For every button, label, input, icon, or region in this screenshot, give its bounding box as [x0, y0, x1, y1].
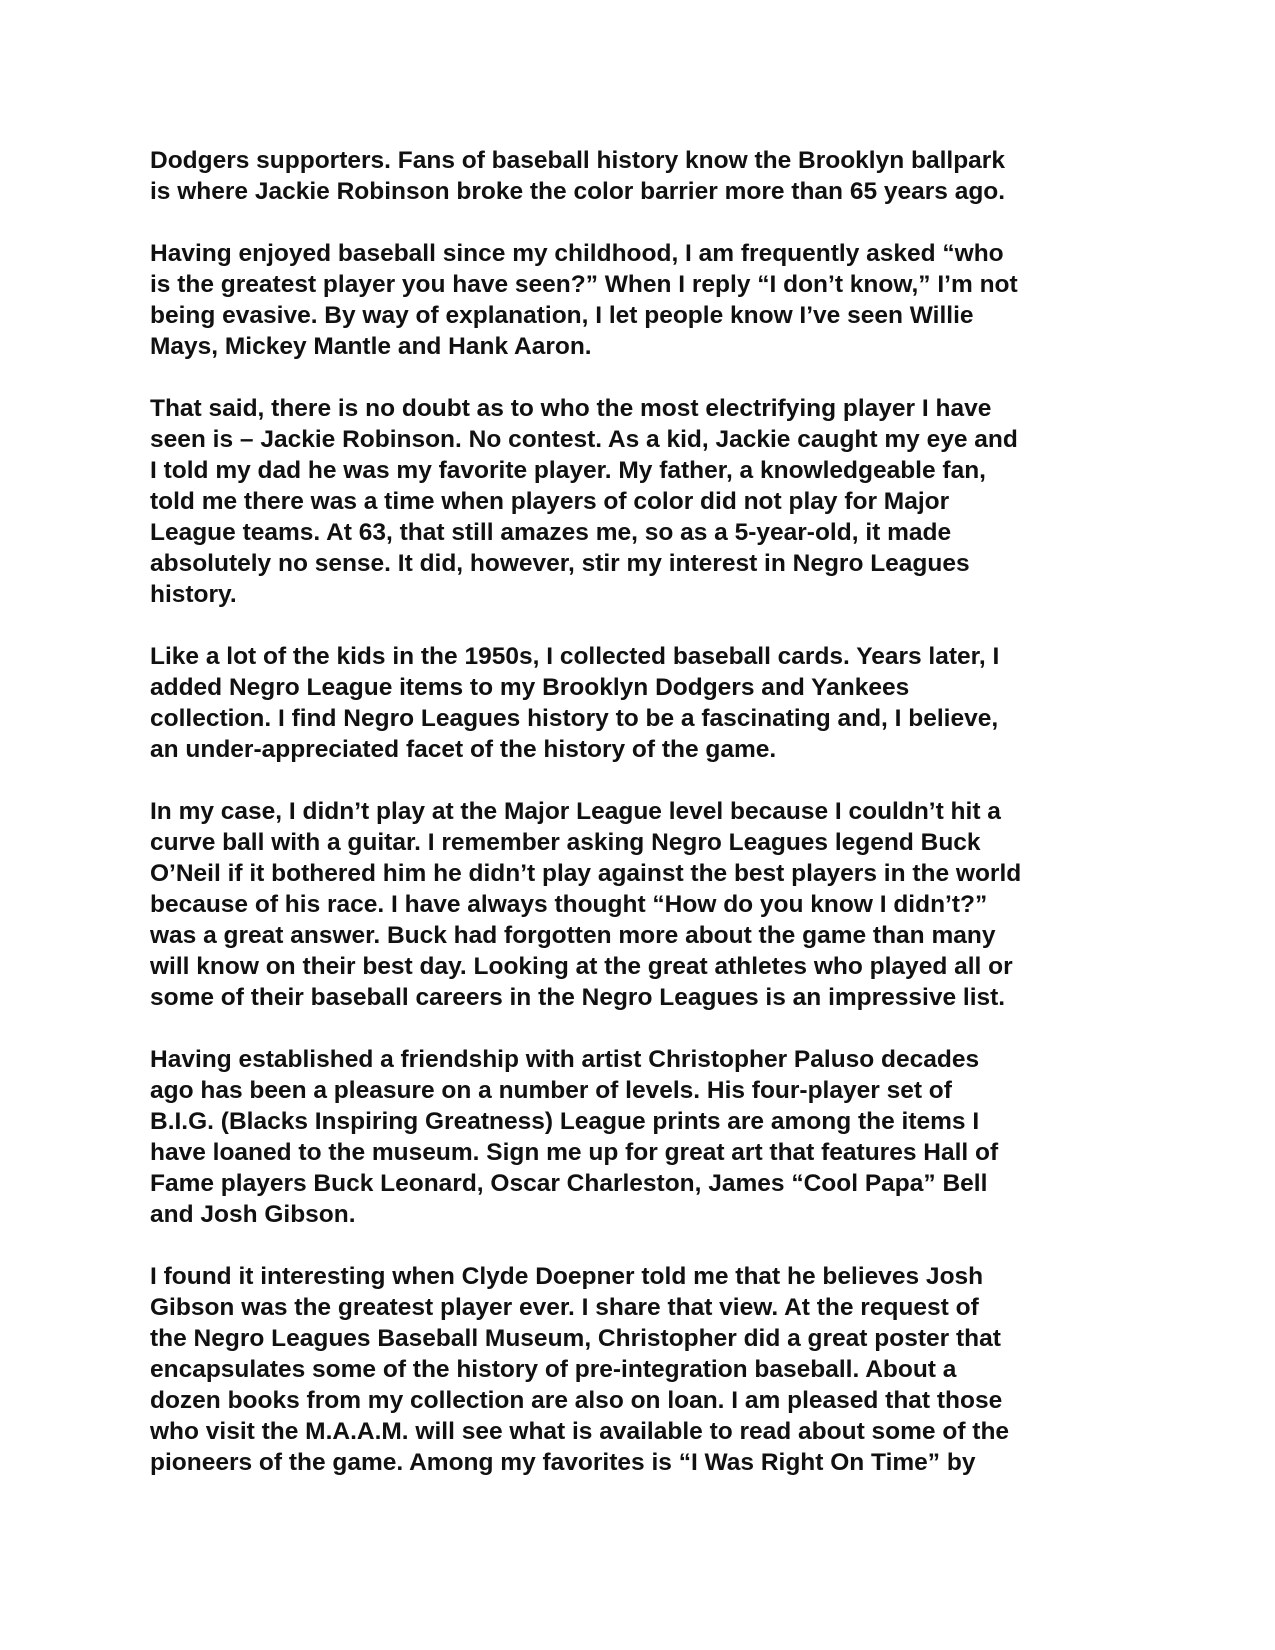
paragraph: I found it interesting when Clyde Doepner told me that he believes Josh Gibson was the greatest player ever. I share that view. At the request of the Negro Leagues Baseball Museum, Christopher did a great poster that encapsulates some of the history of pre-integration baseball. About a dozen books from my collection are also on loan. I am pleased that those who visit the M.A.A.M. will see what is available to read about some of the pioneers of the game. Among my favorites is “I Was Right On Time” by [150, 1263, 1010, 1476]
paragraph: Like a lot of the kids in the 1950s, I collected baseball cards. Years later, I added Negro League items to my Brooklyn Dodgers and Yankees collection. I find Negro Leagues history to be a fascinating and, I believe, an under-appreciated facet of the history of the game. [150, 643, 1000, 763]
paragraph: Dodgers supporters. Fans of baseball history know the Brooklyn ballpark is where Jackie Robinson broke the color barrier more than 65 years ago. [150, 147, 1006, 205]
paragraph: Having established a friendship with artist Christopher Paluso decades ago has been a pleasure on a number of levels. His four-player set of B.I.G. (Blacks Inspiring Greatness) League prints are among the items I have loaned to the museum. Sign me up for great art that features Hall of Fame players Buck Leonard, Oscar Charleston, James “Cool Papa” Bell and Josh Gibson. [150, 1046, 999, 1228]
paragraph: In my case, I didn’t play at the Major League level because I couldn’t hit a curve ball with a guitar. I remember asking Negro Leagues legend Buck O’Neil if it bothered him he didn’t play against the best players in the world because of his race. I have always thought “How do you know I didn’t?” was a great answer. Buck had forgotten more about the game than many will know on their best day. Looking at the great athletes who played all or some of their baseball careers in the Negro Leagues is an impressive list. [150, 798, 1022, 1011]
document-body [150, 145, 1135, 1509]
paragraph: That said, there is no doubt as to who the most electrifying player I have seen is – Jackie Robinson. No contest. As a kid, Jackie caught my eye and I told my dad he was my favorite player. My father, a knowledgeable fan, told me there was a time when players of color did not play for Major League teams. At 63, that still amazes me, so as a 5-year-old, it made absolutely no sense. It did, however, stir my interest in Negro Leagues history. [150, 395, 1018, 608]
paragraph: Having enjoyed baseball since my childhood, I am frequently asked “who is the greatest player you have seen?” When I reply “I don’t know,” I’m not being evasive. By way of explanation, I let people know I’ve seen Willie Mays, Mickey Mantle and Hank Aaron. [150, 240, 1018, 360]
